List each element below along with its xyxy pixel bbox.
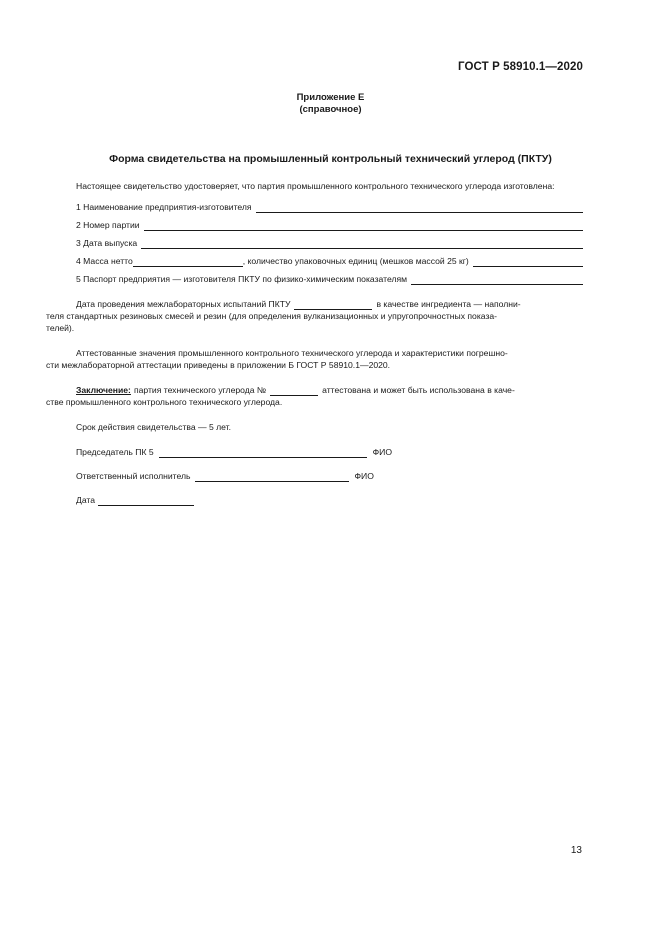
page-number: 13: [570, 845, 582, 856]
release-date-blank-line[interactable]: [141, 239, 583, 249]
appendix-title: Приложение Е: [296, 92, 365, 103]
conclusion-paragraph: [46, 384, 583, 408]
conclusion-label: Заключение:: [76, 385, 131, 395]
chair-label: Председатель ПК 5: [76, 447, 154, 457]
conclusion-line: [76, 384, 583, 396]
conclusion-text-c: стве промышленного контрольного технического углерода.: [46, 397, 283, 407]
test-date-text-a: Дата проведения межлабораторных испытаний ПКТУ: [76, 299, 291, 309]
batch-number-blank-line[interactable]: [144, 221, 583, 231]
chair-signature-blank-line[interactable]: [159, 448, 367, 458]
intro-text: Настоящее свидетельство удостоверяет, что партия промышленного контрольного технического углерода изготовлена:: [76, 181, 555, 191]
item-net-mass: [76, 255, 583, 267]
net-mass-blank-line[interactable]: [133, 257, 243, 267]
item-manufacturer: [76, 201, 583, 213]
item-passport-label: 5 Паспорт предприятия — изготовителя ПКТУ по физико-химическим показателям: [76, 274, 408, 284]
certified-text-a: Аттестованные значения промышленного контрольного технического углерода и характеристики погрешно-: [76, 348, 508, 358]
date-row: [76, 494, 583, 506]
conclusion-text-a: партия технического углерода №: [133, 385, 267, 395]
item-batch-number: [76, 219, 583, 231]
test-date-line: [76, 298, 583, 310]
validity-text: Срок действия свидетельства — 5 лет.: [76, 422, 232, 432]
test-date-text-d: телей).: [46, 323, 75, 333]
test-date-paragraph: [46, 298, 583, 334]
item-mass-label: 4 Масса нетто: [76, 256, 133, 266]
date-blank-line[interactable]: [98, 496, 194, 506]
item-passport: [76, 273, 583, 285]
intro-paragraph: [76, 180, 583, 192]
executor-signature-blank-line[interactable]: [195, 472, 349, 482]
document-body: [46, 180, 583, 506]
test-date-text-c: теля стандартных резиновых смесей и резин (для определения вулканизационных и упругопрочностных показа-: [46, 311, 498, 321]
item-batch-label: 2 Номер партии: [76, 220, 140, 230]
item-manufacturer-label: 1 Наименование предприятия-изготовителя: [76, 202, 252, 212]
units-count-blank-line[interactable]: [473, 257, 583, 267]
executor-label: Ответственный исполнитель: [76, 471, 191, 481]
certified-text-b: сти межлабораторной аттестации приведены в приложении Б ГОСТ Р 58910.1—2020.: [46, 360, 391, 370]
test-date-blank-line[interactable]: [294, 300, 372, 310]
item-units-label: , количество упаковочных единиц (мешков массой 25 кг): [242, 256, 469, 266]
test-date-text-b: в качестве ингредиента — наполни-: [376, 299, 521, 309]
chair-signature-row: [76, 446, 583, 458]
item-release-date: [76, 237, 583, 249]
passport-blank-line[interactable]: [411, 275, 583, 285]
item-release-label: 3 Дата выпуска: [76, 238, 138, 248]
conclusion-batch-blank-line[interactable]: [270, 386, 318, 396]
chair-fio-label: ФИО: [372, 447, 393, 457]
standard-code: ГОСТ Р 58910.1—2020: [458, 61, 583, 73]
executor-signature-row: [76, 470, 583, 482]
form-title: Форма свидетельства на промышленный контрольный технический углерод (ПКТУ): [109, 153, 552, 165]
manufacturer-blank-line[interactable]: [256, 203, 583, 213]
certified-values-paragraph: [46, 347, 583, 371]
executor-fio-label: ФИО: [354, 471, 374, 481]
appendix-subtitle: (справочное): [299, 104, 362, 115]
conclusion-text-b: аттестована и может быть использована в каче-: [322, 385, 515, 395]
date-label: Дата: [76, 495, 96, 505]
appendix-heading: [0, 92, 661, 116]
